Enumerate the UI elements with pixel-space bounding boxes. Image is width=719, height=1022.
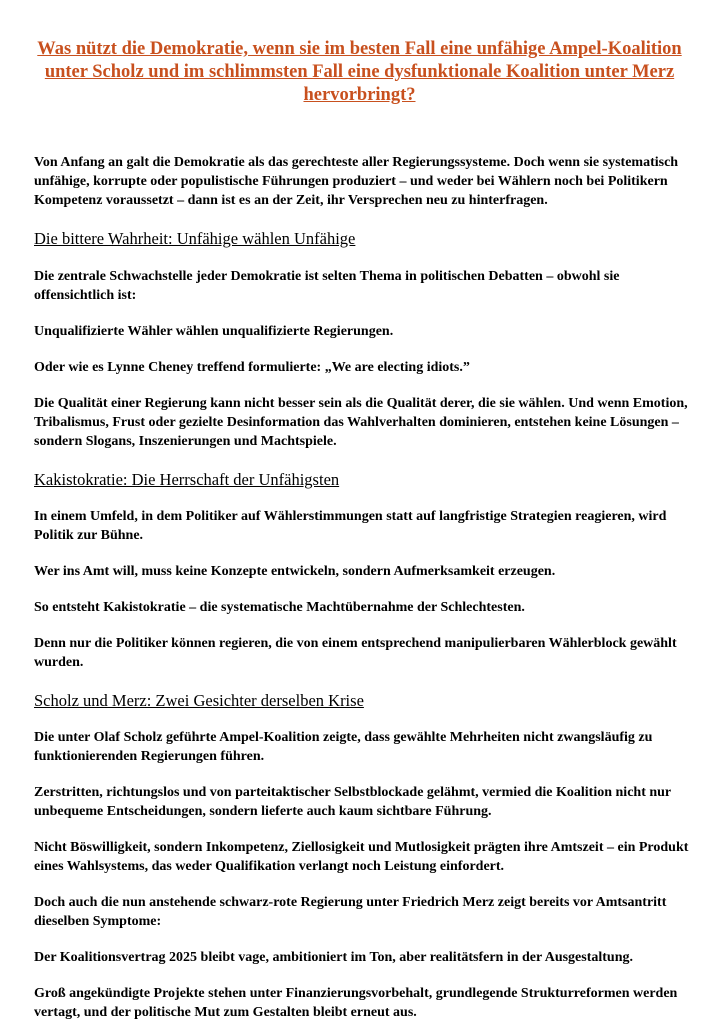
section-heading-kakistokratie: Kakistokratie: Die Herrschaft der Unfähigsten bbox=[34, 470, 340, 489]
paragraph: So entsteht Kakistokratie – die systematische Machtübernahme der Schlechtesten. bbox=[34, 600, 525, 615]
paragraph: Die zentrale Schwachstelle jeder Demokratie ist selten Thema in politischen Debatten – obwohl sie offensichtlich ist: bbox=[34, 269, 620, 303]
paragraph: Zerstritten, richtungslos und von parteitaktischer Selbstblockade gelähmt, vermied die Koalition nicht nur unbequeme Entscheidungen, sondern lieferte auch kaum sichtbare Führung. bbox=[34, 785, 671, 819]
paragraph: Der Koalitionsvertrag 2025 bleibt vage, ambitioniert im Ton, aber realitätsfern in der Ausgestaltung. bbox=[34, 950, 633, 965]
paragraph: Oder wie es Lynne Cheney treffend formulierte: „We are electing idiots.” bbox=[34, 360, 470, 375]
paragraph: Die Qualität einer Regierung kann nicht besser sein als die Qualität derer, die sie wählen. Und wenn Emotion, Tribalismus, Frust oder gezielte Desinformation das Wahlverhalten dominieren, entstehen keine Lösungen – sondern Slogans, Inszenierungen und Machtspiele. bbox=[34, 396, 688, 449]
paragraph: Groß angekündigte Projekte stehen unter Finanzierungsvorbehalt, grundlegende Strukturreformen werden vertagt, und der politische Mut zum Gestalten bleibt erneut aus. bbox=[34, 986, 678, 1020]
document-title: Was nützt die Demokratie, wenn sie im besten Fall eine unfähige Ampel-Koalition unter Scholz und im schlimmsten Fall eine dysfunktionale Koalition unter Merz hervorbringt? bbox=[37, 39, 682, 105]
paragraph: Die unter Olaf Scholz geführte Ampel-Koalition zeigte, dass gewählte Mehrheiten nicht zwangsläufig zu funktionierenden Regierungen führen. bbox=[34, 730, 653, 764]
section-heading-scholz-merz: Scholz und Merz: Zwei Gesichter derselben Krise bbox=[34, 691, 364, 710]
article-body bbox=[34, 153, 696, 1022]
paragraph: Denn nur die Politiker können regieren, die von einem entsprechend manipulierbaren Wählerblock gewählt wurden. bbox=[34, 636, 677, 670]
paragraph: In einem Umfeld, in dem Politiker auf Wählerstimmungen statt auf langfristige Strategien reagieren, wird Politik zur Bühne. bbox=[34, 509, 667, 543]
paragraph: Wer ins Amt will, muss keine Konzepte entwickeln, sondern Aufmerksamkeit erzeugen. bbox=[34, 564, 556, 579]
section-heading-bittere-wahrheit: Die bittere Wahrheit: Unfähige wählen Unfähige bbox=[34, 229, 356, 248]
intro-paragraph: Von Anfang an galt die Demokratie als das gerechteste aller Regierungssysteme. Doch wenn sie systematisch unfähige, korrupte oder populistische Führungen produziert – und weder bei Wählern noch bei Politikern Kompetenz voraussetzt – dann ist es an der Zeit, ihr Versprechen neu zu hinterfragen. bbox=[34, 155, 679, 208]
paragraph: Unqualifizierte Wähler wählen unqualifizierte Regierungen. bbox=[34, 324, 394, 339]
paragraph: Doch auch die nun anstehende schwarz-rote Regierung unter Friedrich Merz zeigt bereits vor Amtsantritt dieselben Symptome: bbox=[34, 895, 667, 929]
paragraph: Nicht Böswilligkeit, sondern Inkompetenz, Ziellosigkeit und Mutlosigkeit prägten ihre Amtszeit – ein Produkt eines Wahlsystems, das weder Qualifikation verlangt noch Leistung einfordert. bbox=[34, 840, 689, 874]
